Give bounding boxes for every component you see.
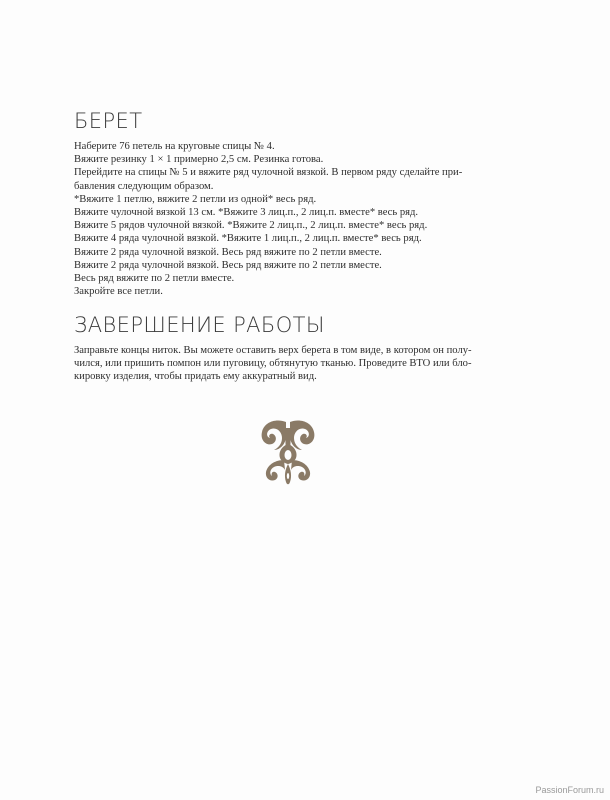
beret-heading: БЕРЕТ <box>74 109 143 133</box>
instruction-line: Вяжите 2 ряда чулочной вязкой. Весь ряд вяжите по 2 петли вместе. <box>74 246 382 258</box>
watermark: PassionForum.ru <box>535 785 604 795</box>
instruction-line: бавления следующим образом. <box>74 180 214 192</box>
instruction-line: Вяжите чулочной вязкой 13 см. *Вяжите 3 лиц.п., 2 лиц.п. вместе* весь ряд. <box>74 207 419 219</box>
instruction-line: кировку изделия, чтобы придать ему аккуратный вид. <box>74 371 317 383</box>
instruction-line: Вяжите 2 ряда чулочной вязкой. Весь ряд вяжите по 2 петли вместе. <box>74 259 382 271</box>
instruction-line: чился, или пришить помпон или пуговицу, обтянутую тканью. Проведите ВТО или бло- <box>74 358 472 370</box>
finishing-section <box>74 312 544 384</box>
instruction-line: Перейдите на спицы № 5 и вяжите ряд чулочной вязкой. В первом ряду сделайте при- <box>74 167 463 179</box>
instruction-line: Наберите 76 петель на круговые спицы № 4. <box>74 141 275 152</box>
instruction-line: *Вяжите 1 петлю, вяжите 2 петли из одной* весь ряд. <box>74 193 317 205</box>
instruction-line: Вяжите 5 рядов чулочной вязкой. *Вяжите 2 лиц.п., 2 лиц.п. вместе* весь ряд. <box>74 220 428 232</box>
instruction-line: Заправьте концы ниток. Вы можете оставить верх берета в том виде, в котором он полу- <box>74 345 472 356</box>
instruction-line: Вяжите 4 ряда чулочной вязкой. *Вяжите 1 лиц.п., 2 лиц.п. вместе* весь ряд. <box>74 233 422 245</box>
beret-section <box>74 108 544 298</box>
instruction-line: Закройте все петли. <box>74 286 163 298</box>
finishing-heading: ЗАВЕРШЕНИЕ РАБОТЫ <box>74 313 325 337</box>
instruction-line: Весь ряд вяжите по 2 петли вместе. <box>74 273 235 285</box>
decorative-flourish-icon <box>258 418 318 488</box>
instruction-line: Вяжите резинку 1 × 1 примерно 2,5 см. Резинка готова. <box>74 154 324 166</box>
beret-instructions <box>74 140 544 298</box>
finishing-instructions <box>74 344 544 384</box>
